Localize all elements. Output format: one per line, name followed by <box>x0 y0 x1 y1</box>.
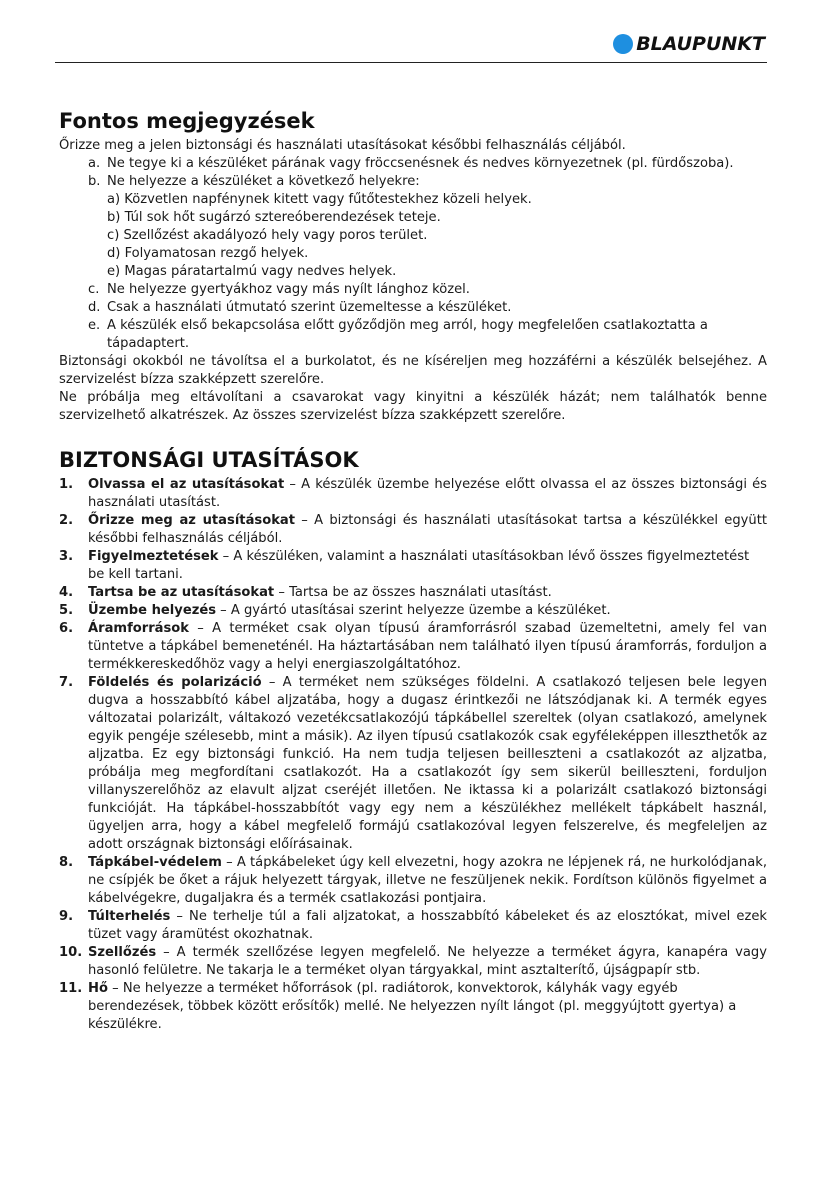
notes-item-mark: c. <box>88 282 100 297</box>
safety-item <box>59 476 767 512</box>
notes-item-mark: d. <box>88 300 101 315</box>
section-title-safety: BIZTONSÁGI UTASÍTÁSOK <box>59 448 359 472</box>
notes-item-mark: e. <box>88 318 101 333</box>
safety-item <box>59 674 767 854</box>
safety-item-heading: Olvassa el az utasításokat <box>88 477 285 492</box>
safety-item-heading: Hő <box>88 981 108 996</box>
safety-item-number: 7. <box>59 675 74 690</box>
notes-item <box>59 281 767 299</box>
notes-intro: Őrizze meg a jelen biztonsági és használati utasításokat későbbi felhasználás céljából. <box>59 138 626 153</box>
safety-item-text: – A tápkábeleket úgy kell elvezetni, hogy azokra ne lépjenek rá, ne hurkolódjanak, ne csípjék be őket a rájuk helyezett tárgyak, illetve ne feszüljenek nekik. Fordítson különös figyelmet a kábelvégekre, dugaljakra és a termék csatlakozási pontjaira. <box>88 855 767 906</box>
safety-item <box>59 584 767 602</box>
safety-item-number: 5. <box>59 603 74 618</box>
safety-item-text: – A terméket csak olyan típusú áramforrásról szabad üzemeltetni, amely fel van tüntetve a tápkábel bemeneténél. Ha háztartásában nem található ilyen típusú áramforrás, forduljon a termékkereskedőhöz vagy a helyi energiaszolgáltatóhoz. <box>88 621 767 672</box>
safety-item-number: 8. <box>59 855 74 870</box>
safety-item-text: – Ne terhelje túl a fali aljzatokat, a hosszabbító kábeleket és az elosztókat, mivel ezek tüzet vagy áramütést okozhatnak. <box>88 909 767 942</box>
notes-item <box>59 173 767 191</box>
safety-item-heading: Szellőzés <box>88 945 157 960</box>
safety-item-heading: Figyelmeztetések <box>88 549 219 564</box>
safety-item <box>59 602 767 620</box>
page-body <box>59 108 767 1034</box>
safety-item-number: 3. <box>59 549 74 564</box>
safety-item-heading: Áramforrások <box>88 621 190 636</box>
safety-item <box>59 908 767 944</box>
safety-item-text: – A terméket nem szükséges földelni. A csatlakozó teljesen bele legyen dugva a hosszabbító kábel aljzatába, hogy a dugasz érintkezői ne látszódjanak ki. A termék egyes változatai polarizált, váltakozó vezetékcsatlakozójú tápkábellel szereltek (olyan csatlakozó, amelynek egyik pengéje szélesebb, mint a másik). Az ilyen típusú csatlakozók csak egyféleképpen illeszthetők az aljzatba. Ez egy biztonsági funkció. Ha nem tudja teljesen beilleszteni a csatlakozót az aljzatba, próbálja meg megfordítani csatlakozót. Ha a csatlakozót így sem sikerül beilleszteni, forduljon villanyszerelőhöz az elavult aljzat cseréjét illetően. Ne iktassa ki a polarizált csatlakozó biztonsági funkcióját. Ha tápkábel-hosszabbítót vagy egy nem a készülékhez mellékelt tápkábelt használ, ügyeljen arra, hogy a kábel megfelelő formájú csatlakozóval legyen felszerelve, és megfeleljen az adott országnak biztonsági előírásainak. <box>88 675 767 852</box>
brand-name: BLAUPUNKT <box>636 33 765 55</box>
notes-item-text: A készülék első bekapcsolása előtt győződjön meg arról, hogy megfelelően csatlakoztatta a tápadaptert. <box>107 318 708 351</box>
safety-item <box>59 980 767 1034</box>
safety-list <box>59 476 767 1034</box>
safety-item-number: 4. <box>59 585 74 600</box>
notes-item <box>59 155 767 173</box>
safety-item-text: – A készülék üzembe helyezése előtt olvassa el az összes biztonsági és használati utasítást. <box>88 477 767 510</box>
safety-item-text: – A készüléken, valamint a használati utasításokban lévő összes figyelmeztetést be kell tartani. <box>88 549 750 582</box>
safety-item-heading: Üzembe helyezés <box>88 603 216 618</box>
safety-item-number: 6. <box>59 621 74 636</box>
location-subitem: e) Magas páratartalmú vagy nedves helyek. <box>107 264 397 279</box>
notes-paragraph: Biztonsági okokból ne távolítsa el a burkolatot, és ne kíséreljen meg hozzáférni a készülék belsejéhez. A szervizelést bízza szakképzett szerelőre. <box>59 354 767 387</box>
safety-item-text: – Ne helyezze a terméket hőforrások (pl. radiátorok, konvektorok, kályhák vagy egyéb berendezések, többek között erősítők) mellé. Ne helyezzen nyílt lángot (pl. meggyújtott gyertya) a készülékre. <box>88 981 737 1032</box>
safety-item-heading: Földelés és polarizáció <box>88 675 262 690</box>
notes-list <box>59 155 767 191</box>
notes-item-mark: b. <box>88 174 101 189</box>
safety-item <box>59 620 767 674</box>
safety-item-number: 11. <box>59 981 83 996</box>
location-subitem: a) Közvetlen napfénynek kitett vagy fűtőtestekhez közeli helyek. <box>107 192 532 207</box>
notes-item-mark: a. <box>88 156 101 171</box>
safety-item-text: – Tartsa be az összes használati utasítást. <box>274 585 552 600</box>
location-subitem: b) Túl sok hőt sugárzó sztereóberendezések teteje. <box>107 210 441 225</box>
safety-item-text: – A gyártó utasításai szerint helyezze üzembe a készüléket. <box>216 603 611 618</box>
safety-item <box>59 944 767 980</box>
safety-item-number: 1. <box>59 477 74 492</box>
notes-paragraph: Ne próbálja meg eltávolítani a csavarokat vagy kinyitni a készülék házát; nem találhatók benne szervizelhető alkatrészek. Az összes szervizelést bízza szakképzett szerelőre. <box>59 390 767 423</box>
safety-item-text: – A termék szellőzése legyen megfelelő. Ne helyezze a terméket ágyra, kanapéra vagy hasonló felületre. Ne takarja le a terméket olyan tárgyakkal, mint asztalterítő, újságpapír stb. <box>88 945 767 978</box>
safety-item-heading: Tartsa be az utasításokat <box>88 585 275 600</box>
notes-item-text: Ne tegye ki a készüléket párának vagy fröccsenésnek és nedves környezetnek (pl. fürdőszoba). <box>107 156 734 171</box>
safety-item-number: 10. <box>59 945 83 960</box>
location-sublist <box>59 191 767 281</box>
safety-item-heading: Őrizze meg az utasításokat <box>88 513 295 528</box>
safety-item <box>59 548 767 584</box>
safety-item-number: 2. <box>59 513 74 528</box>
location-subitem: c) Szellőzést akadályozó hely vagy poros terület. <box>107 228 428 243</box>
notes-item <box>59 299 767 317</box>
section-title-notes: Fontos megjegyzések <box>59 109 315 133</box>
safety-item-text: – A biztonsági és használati utasításokat tartsa a készülékkel együtt későbbi felhasználás céljából. <box>88 513 767 546</box>
notes-list-continued <box>59 281 767 353</box>
notes-item-text: Ne helyezze gyertyákhoz vagy más nyílt lánghoz közel. <box>107 282 470 297</box>
brand-logo <box>613 33 765 55</box>
page-header <box>55 26 767 63</box>
brand-dot-icon <box>613 34 633 54</box>
location-subitem: d) Folyamatosan rezgő helyek. <box>107 246 309 261</box>
safety-item-heading: Túlterhelés <box>88 909 171 924</box>
notes-item-text: Csak a használati útmutató szerint üzemeltesse a készüléket. <box>107 300 512 315</box>
notes-item <box>59 317 767 353</box>
safety-item <box>59 854 767 908</box>
safety-item <box>59 512 767 548</box>
notes-item-text: Ne helyezze a készüléket a következő helyekre: <box>107 174 420 189</box>
safety-item-number: 9. <box>59 909 74 924</box>
safety-item-heading: Tápkábel-védelem <box>88 855 222 870</box>
